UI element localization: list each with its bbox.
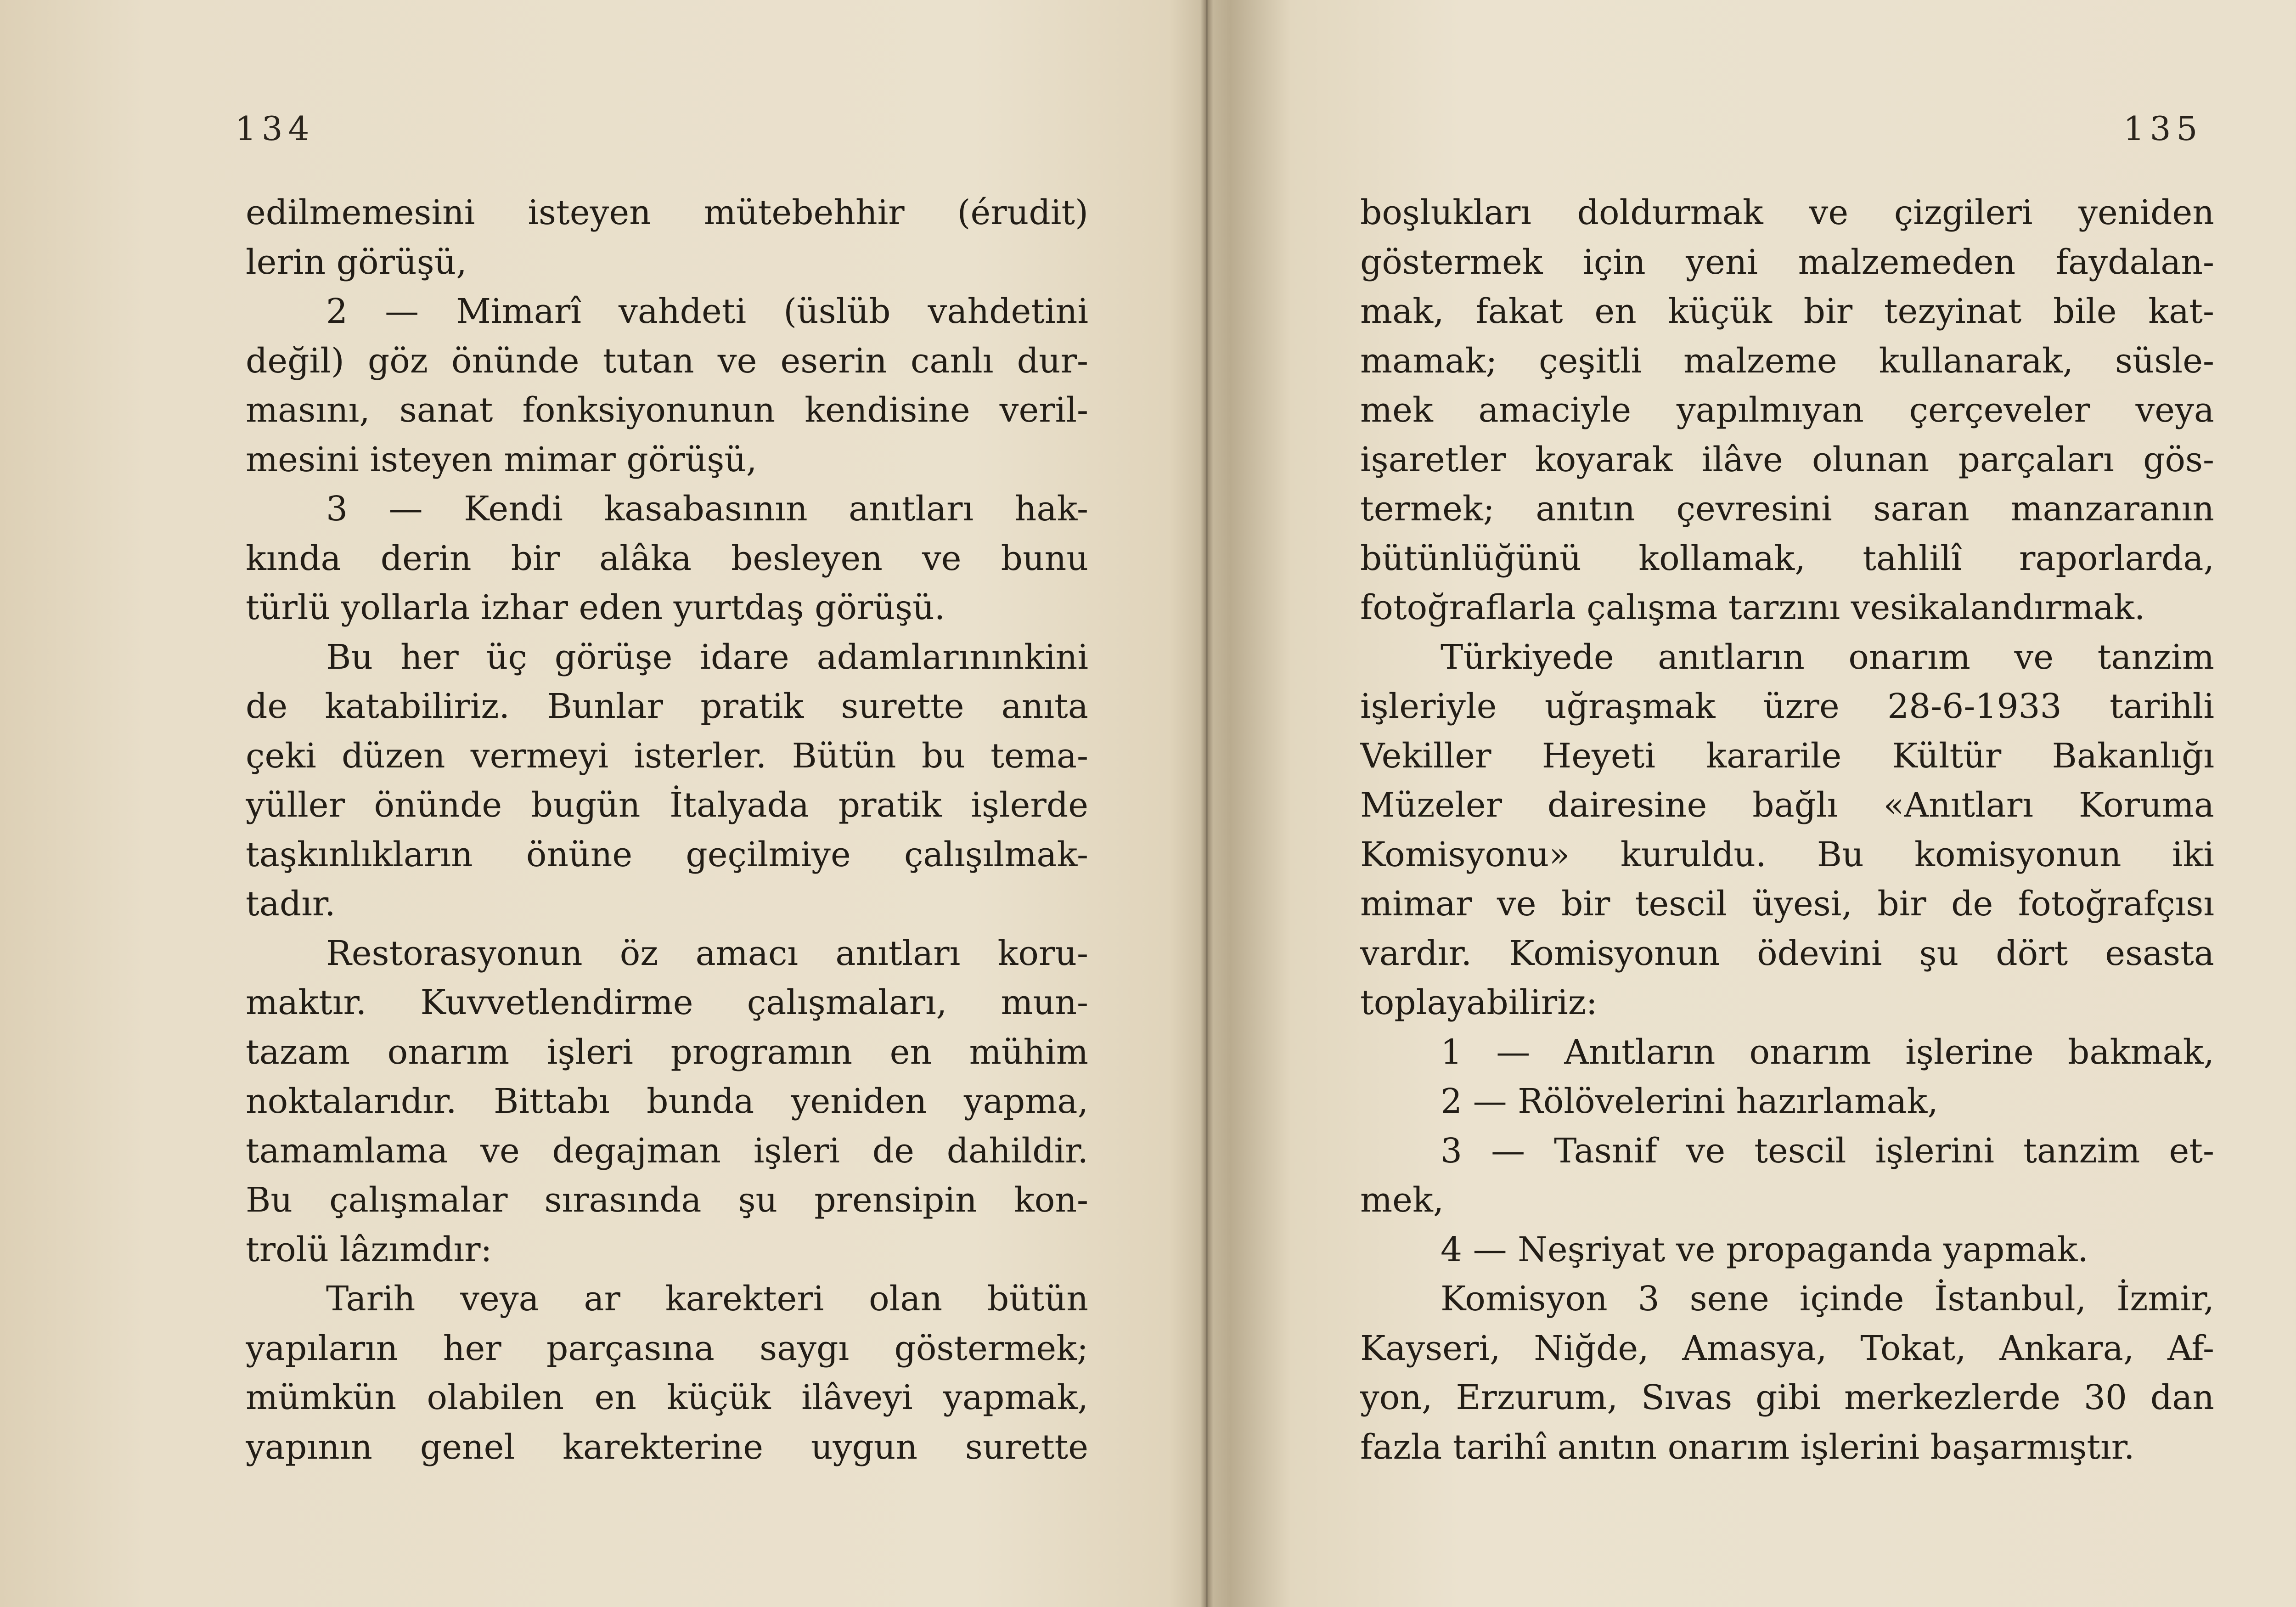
- page-text: [246, 188, 1088, 1472]
- text-line: taşkınlıkların önüne geçilmiye çalışılmak-: [246, 835, 1088, 874]
- text-line: noktalarıdır. Bittabı bunda yeniden yapma,: [246, 1082, 1088, 1121]
- text-line: tadır.: [246, 884, 336, 924]
- text-line: 2 — Rölövelerini hazırlamak,: [1441, 1082, 1938, 1121]
- text-line: termek; anıtın çevresini saran manzaranın: [1360, 489, 2214, 529]
- text-line: mümkün olabilen en küçük ilâveyi yapmak,: [246, 1378, 1088, 1417]
- text-line: maktır. Kuvvetlendirme çalışmaları, mun-: [246, 983, 1088, 1022]
- text-line: Vekiller Heyeti kararile Kültür Bakanlığı: [1360, 736, 2214, 776]
- text-line: Türkiyede anıtların onarım ve tanzim: [1441, 637, 2214, 677]
- text-line: mak, fakat en küçük bir tezyinat bile kat-: [1360, 292, 2214, 331]
- text-line: kında derin bir alâka besleyen ve bunu: [246, 538, 1088, 578]
- text-line: türlü yollarla izhar eden yurtdaş görüşü.: [246, 588, 945, 627]
- text-line: Restorasyonun öz amacı anıtları koru-: [326, 933, 1088, 973]
- page-text: [1360, 188, 2214, 1472]
- text-line: mamak; çeşitli malzeme kullanarak, süsle-: [1360, 341, 2214, 381]
- text-line: çeki düzen vermeyi isterler. Bütün bu tema-: [246, 736, 1088, 776]
- text-line: Komisyonu» kuruldu. Bu komisyonun iki: [1360, 835, 2214, 874]
- text-line: boşlukları doldurmak ve çizgileri yeniden: [1360, 193, 2214, 232]
- book-gutter: [1200, 0, 1213, 1607]
- text-line: fazla tarihî anıtın onarım işlerini başarmıştır.: [1360, 1427, 2135, 1467]
- page-number: 134: [235, 109, 315, 148]
- text-line: işaretler koyarak ilâve olunan parçaları gös-: [1360, 440, 2214, 479]
- text-line: değil) göz önünde tutan ve eserin canlı dur-: [246, 341, 1088, 381]
- text-line: yapıların her parçasına saygı göstermek;: [246, 1328, 1088, 1368]
- text-line: göstermek için yeni malzemeden faydalan-: [1360, 242, 2214, 282]
- page-number: 135: [2123, 109, 2203, 148]
- text-line: yapının genel karekterine uygun surette: [246, 1427, 1088, 1467]
- text-line: mesini isteyen mimar görüşü,: [246, 440, 757, 479]
- text-line: lerin görüşü,: [246, 242, 467, 282]
- text-line: Bu her üç görüşe idare adamlarınınkini: [326, 637, 1088, 677]
- text-line: mek amaciyle yapılmıyan çerçeveler veya: [1360, 390, 2214, 430]
- text-line: tamamlama ve degajman işleri de dahildir.: [246, 1131, 1088, 1171]
- text-line: 4 — Neşriyat ve propaganda yapmak.: [1441, 1229, 2088, 1269]
- text-line: Bu çalışmalar sırasında şu prensipin kon-: [246, 1180, 1088, 1220]
- text-line: trolü lâzımdır:: [246, 1229, 492, 1269]
- text-line: tazam onarım işleri programın en mühim: [246, 1032, 1088, 1072]
- text-line: işleriyle uğraşmak üzre 28-6-1933 tarihli: [1360, 687, 2214, 726]
- text-line: edilmemesini isteyen mütebehhir (érudit): [246, 193, 1088, 232]
- text-line: vardır. Komisyonun ödevini şu dört esasta: [1360, 933, 2214, 973]
- text-line: 2 — Mimarî vahdeti (üslüb vahdetini: [326, 292, 1088, 331]
- text-line: masını, sanat fonksiyonunun kendisine veril-: [246, 390, 1088, 430]
- text-line: toplayabiliriz:: [1360, 983, 1598, 1022]
- text-line: yüller önünde bugün İtalyada pratik işlerde: [246, 785, 1088, 825]
- text-line: Müzeler dairesine bağlı «Anıtları Koruma: [1360, 785, 2214, 825]
- text-line: Komisyon 3 sene içinde İstanbul, İzmir,: [1441, 1279, 2214, 1319]
- text-line: 1 — Anıtların onarım işlerine bakmak,: [1441, 1032, 2214, 1072]
- text-line: Kayseri, Niğde, Amasya, Tokat, Ankara, Af-: [1360, 1328, 2214, 1368]
- text-line: Tarih veya ar karekteri olan bütün: [326, 1279, 1088, 1319]
- text-line: mimar ve bir tescil üyesi, bir de fotoğrafçısı: [1360, 884, 2214, 924]
- text-line: fotoğraflarla çalışma tarzını vesikalandırmak.: [1360, 588, 2145, 627]
- text-line: bütünlüğünü kollamak, tahlilî raporlarda,: [1360, 538, 2214, 578]
- text-line: 3 — Tasnif ve tescil işlerini tanzim et-: [1441, 1131, 2214, 1171]
- right-page: [1213, 0, 2296, 1607]
- text-line: mek,: [1360, 1180, 1444, 1220]
- text-line: yon, Erzurum, Sıvas gibi merkezlerde 30 dan: [1360, 1378, 2214, 1417]
- text-line: de katabiliriz. Bunlar pratik surette anıta: [246, 687, 1088, 726]
- text-line: 3 — Kendi kasabasının anıtları hak-: [326, 489, 1088, 529]
